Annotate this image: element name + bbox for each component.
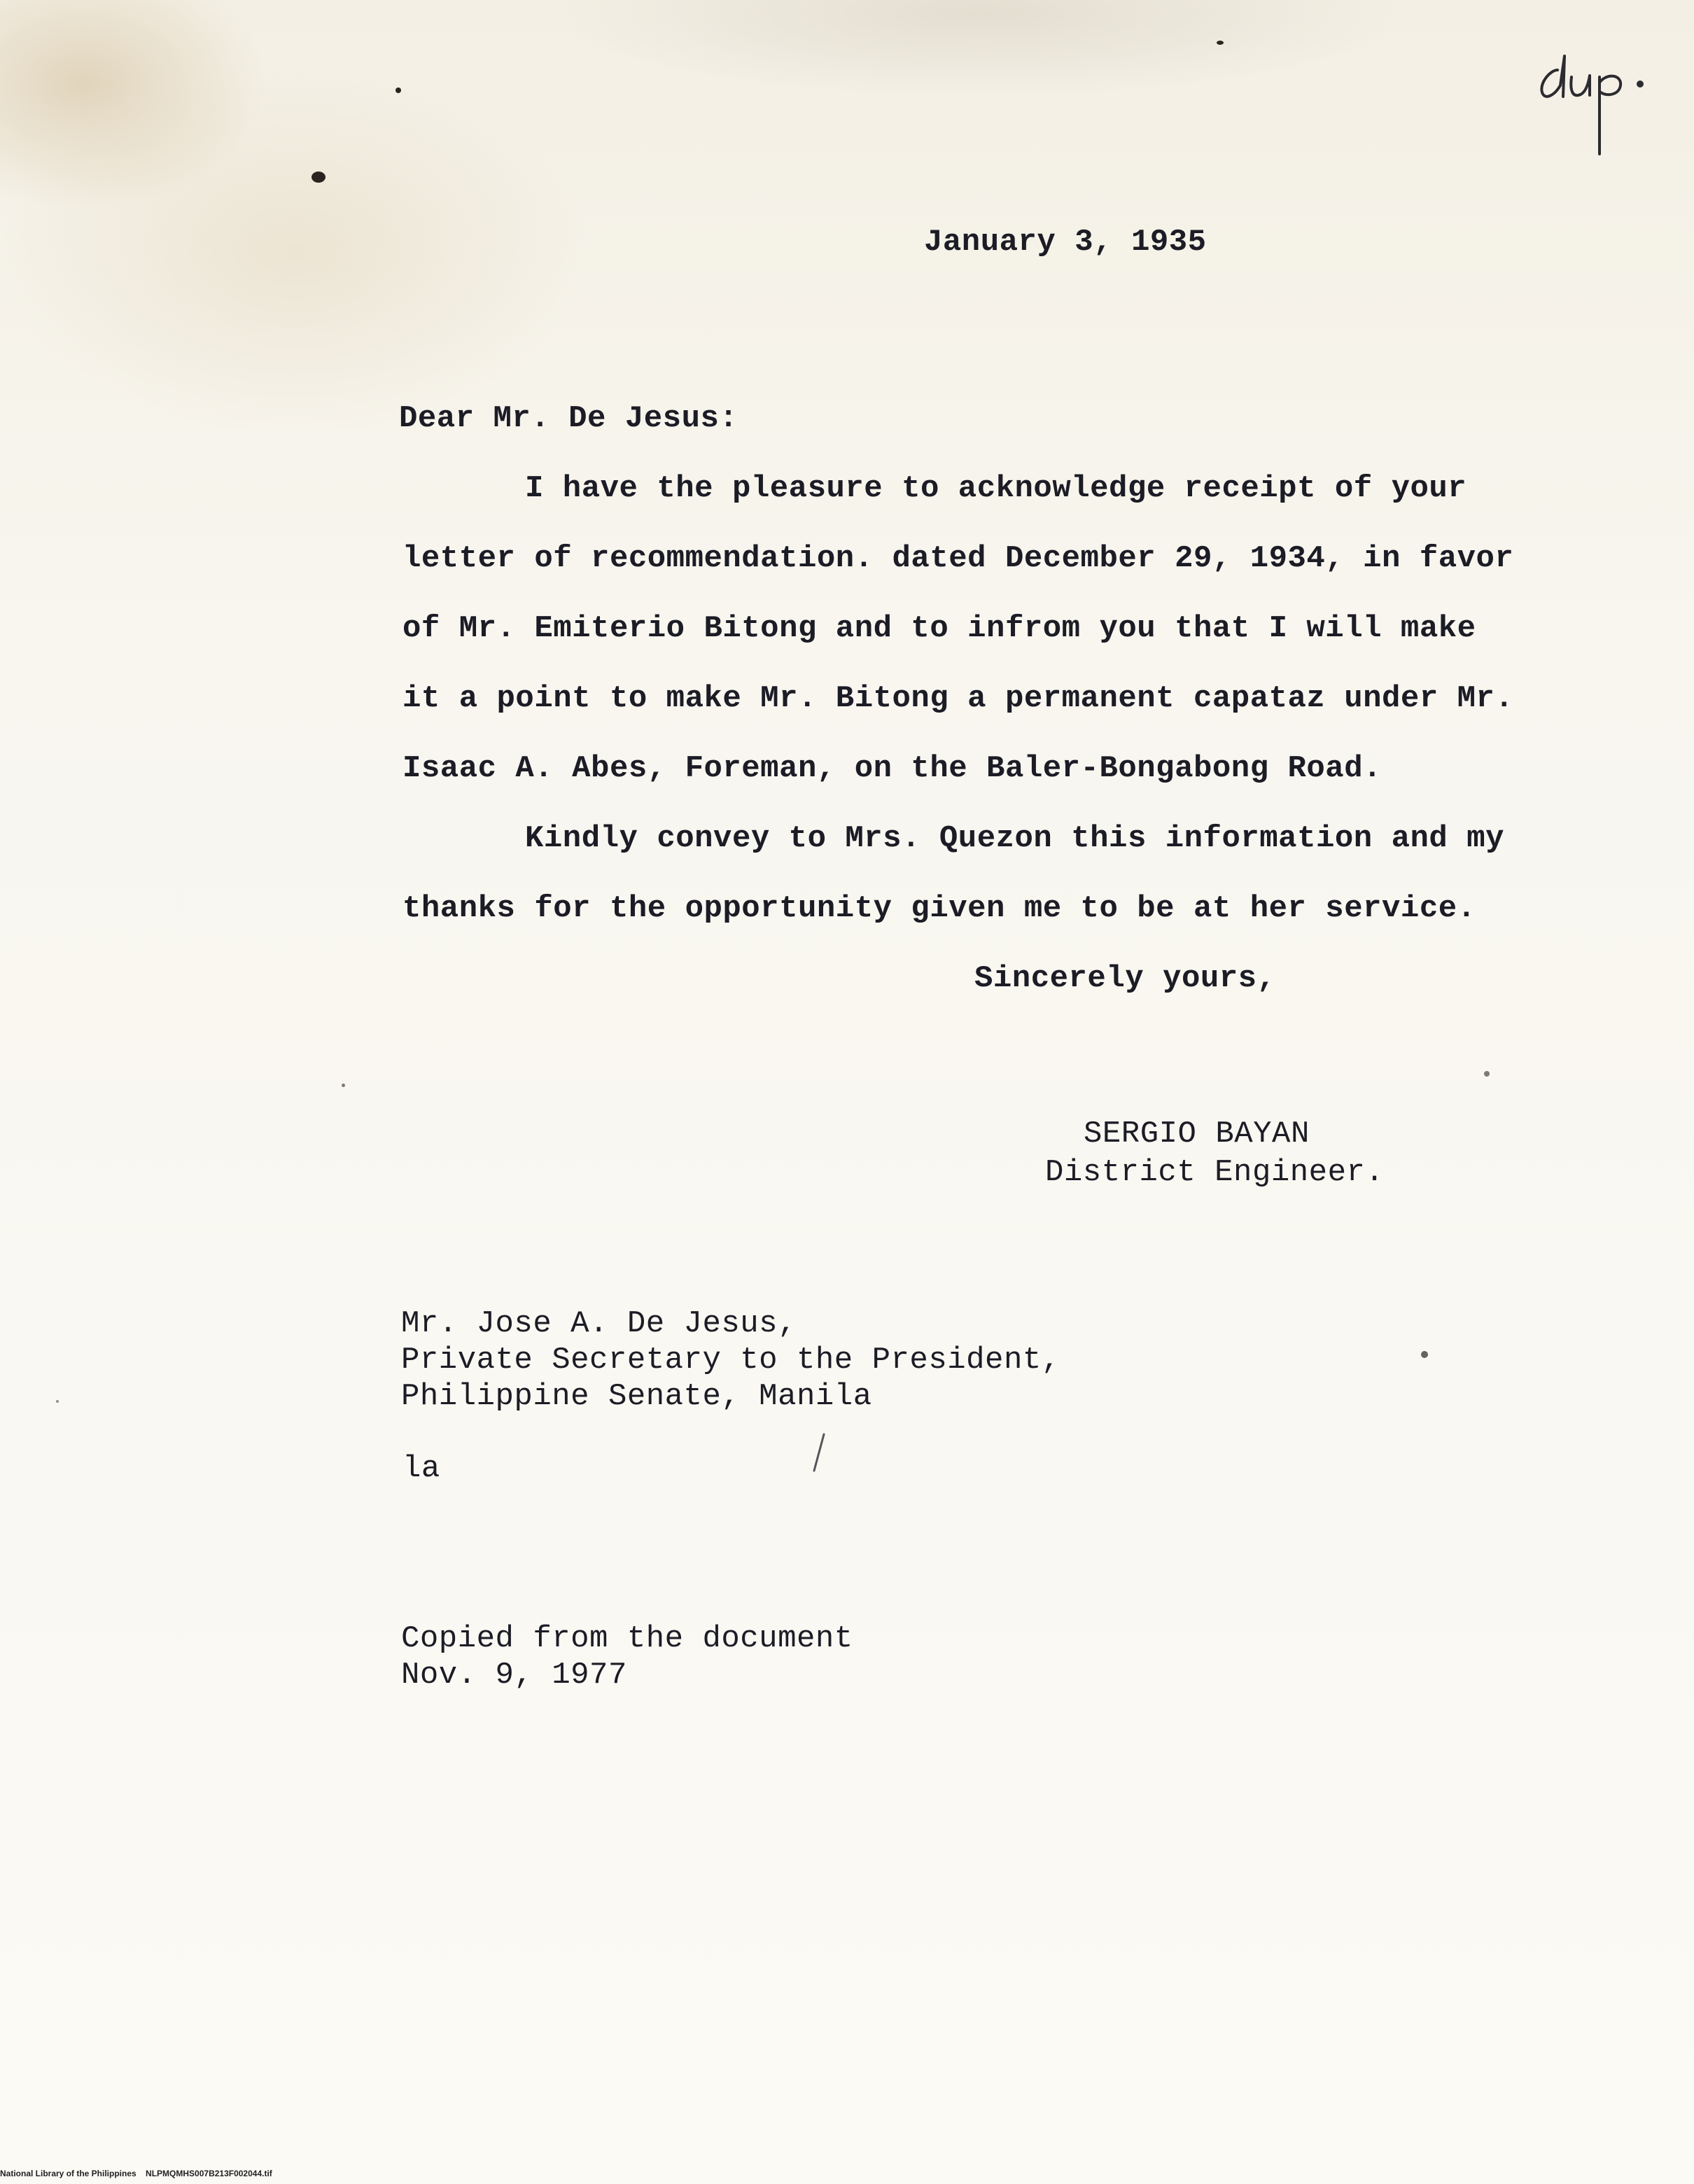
pen-mark <box>808 1432 830 1474</box>
letter-date: January 3, 1935 <box>924 225 1207 260</box>
archive-label: National Library of the Philippines <box>0 2169 136 2178</box>
archive-footer <box>0 2169 272 2178</box>
paragraph-line: Isaac A. Abes, Foreman, on the Baler-Bongabong Road. <box>402 751 1382 786</box>
closing: Sincerely yours, <box>974 961 1276 996</box>
paper-speck <box>396 88 401 93</box>
file-id: NLPMQMHS007B213F002044.tif <box>146 2169 272 2178</box>
copy-note-line: Nov. 9, 1977 <box>401 1658 627 1693</box>
paper-speck <box>312 172 326 183</box>
paragraph-line: I have the pleasure to acknowledge receipt of your <box>525 471 1467 506</box>
paper-speck <box>1484 1071 1490 1077</box>
copy-note-line: Copied from the document <box>401 1621 853 1656</box>
signatory-title: District Engineer. <box>1045 1155 1385 1190</box>
paper-speck <box>1217 41 1224 45</box>
paper-speck <box>56 1400 59 1403</box>
paper-speck <box>342 1084 345 1087</box>
addressee-line: Private Secretary to the President, <box>401 1343 1060 1378</box>
paper-speck <box>1421 1351 1428 1358</box>
addressee-line: Philippine Senate, Manila <box>401 1379 872 1414</box>
signatory-name: SERGIO BAYAN <box>1084 1116 1310 1152</box>
paragraph-line: letter of recommendation. dated December 29, 1934, in favor <box>402 541 1514 576</box>
paragraph-line: it a point to make Mr. Bitong a permanent capataz under Mr. <box>402 681 1514 716</box>
paragraph-line: Kindly convey to Mrs. Quezon this information and my <box>525 821 1505 856</box>
addressee-line: Mr. Jose A. De Jesus, <box>401 1306 797 1341</box>
paragraph-line: thanks for the opportunity given me to be at her service. <box>402 891 1476 926</box>
salutation: Dear Mr. De Jesus: <box>399 401 738 436</box>
typist-initials: la <box>402 1451 440 1486</box>
paragraph-line: of Mr. Emiterio Bitong and to infrom you that I will make <box>402 611 1476 646</box>
handwritten-dup-annotation <box>1530 42 1656 161</box>
